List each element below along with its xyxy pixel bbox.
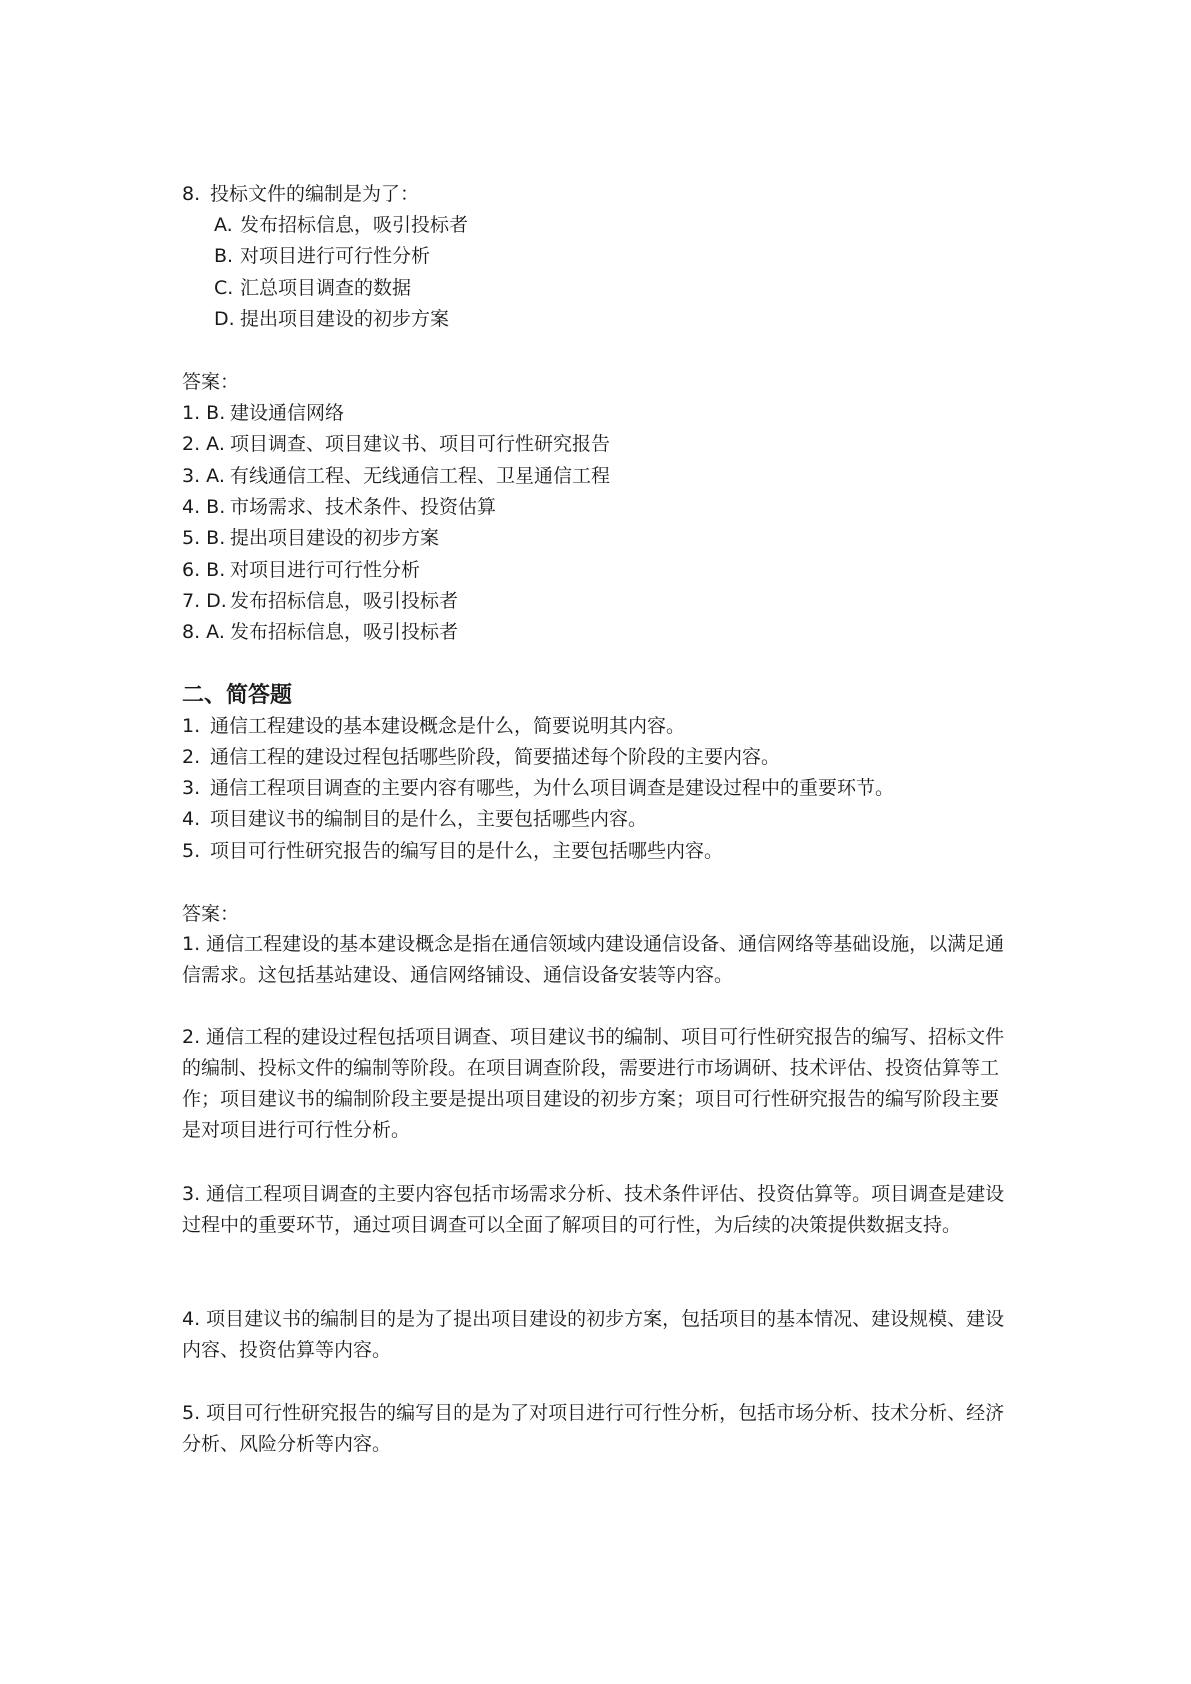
option-text: 对项目进行可行性分析 [240, 245, 431, 267]
question-text: 项目建议书的编制目的是什么，主要包括哪些内容。 [210, 808, 648, 830]
answer-text: 建设通信网络 [230, 402, 345, 424]
question-text: 通信工程的建设过程包括哪些阶段，简要描述每个阶段的主要内容。 [210, 746, 781, 768]
option-text: 汇总项目调查的数据 [240, 277, 412, 299]
answer-text: 提出项目建设的初步方案 [230, 527, 440, 549]
short-question-5 [182, 840, 723, 862]
short-question-3 [182, 777, 894, 799]
option-letter: A. [214, 214, 233, 236]
choice-answer-4 [182, 496, 496, 518]
short-question-1 [182, 715, 685, 737]
short-answer-3: 3. 通信工程项目调查的主要内容包括市场需求分析、技术条件评估、投资估算等。项目调查是建设过程中的重要环节，通过项目调查可以全面了解项目的可行性，为后续的决策提供数据支持。 [182, 1183, 1005, 1236]
choice-answer-3 [182, 465, 610, 487]
short-answers-label: 答案： [182, 903, 240, 925]
option-letter: B. [214, 245, 234, 267]
short-answer-5: 5. 项目可行性研究报告的编写目的是为了对项目进行可行性分析，包括市场分析、技术分析、经济分析、风险分析等内容。 [182, 1402, 1005, 1455]
question-number: 8. [182, 183, 201, 205]
choice-answer-6 [182, 559, 420, 581]
answer-key: 2. A. [182, 433, 225, 455]
question-text: 投标文件的编制是为了： [210, 183, 420, 205]
option-a [214, 214, 468, 236]
answer-text: 市场需求、技术条件、投资估算 [230, 496, 497, 518]
choice-answers-label: 答案： [182, 371, 240, 393]
short-question-4 [182, 808, 647, 830]
section-heading: 二、简答题 [182, 683, 293, 708]
option-text: 发布招标信息，吸引投标者 [240, 214, 469, 236]
short-answer-4: 4. 项目建议书的编制目的是为了提出项目建设的初步方案，包括项目的基本情况、建设规模、建设内容、投资估算等内容。 [182, 1308, 1005, 1361]
choice-answer-1 [182, 402, 344, 424]
question-number: 5. [182, 840, 201, 862]
option-d [214, 308, 449, 330]
answer-key: 1. B. [182, 402, 226, 424]
answer-key: 7. D. [182, 590, 227, 612]
answer-text: 发布招标信息，吸引投标者 [230, 590, 459, 612]
answer-key: 6. B. [182, 559, 226, 581]
question-number: 1. [182, 715, 201, 737]
answer-key: 8. A. [182, 621, 225, 643]
answer-key: 5. B. [182, 527, 226, 549]
option-letter: C. [214, 277, 234, 299]
option-b [214, 245, 430, 267]
question-number: 3. [182, 777, 201, 799]
answer-key: 3. A. [182, 465, 225, 487]
answer-text: 发布招标信息，吸引投标者 [230, 621, 459, 643]
answer-text: 有线通信工程、无线通信工程、卫星通信工程 [230, 465, 611, 487]
answer-text: 对项目进行可行性分析 [230, 559, 421, 581]
question-text: 通信工程建设的基本建设概念是什么，简要说明其内容。 [210, 715, 686, 737]
short-answer-2: 2. 通信工程的建设过程包括项目调查、项目建议书的编制、项目可行性研究报告的编写、招标文件的编制、投标文件的编制等阶段。在项目调查阶段，需要进行市场调研、技术评估、投资估算等工作；项目建议书的编制阶段主要是提出项目建设的初步方案；项目可行性研究报告的编写阶段主要是对项目进行可行性分析。 [182, 1026, 1005, 1141]
question-text: 项目可行性研究报告的编写目的是什么，主要包括哪些内容。 [210, 840, 724, 862]
question-text: 通信工程项目调查的主要内容有哪些，为什么项目调查是建设过程中的重要环节。 [210, 777, 895, 799]
question-number: 2. [182, 746, 201, 768]
option-text: 提出项目建设的初步方案 [240, 308, 450, 330]
choice-answer-5 [182, 527, 439, 549]
answer-text: 项目调查、项目建议书、项目可行性研究报告 [230, 433, 611, 455]
question-8 [182, 183, 419, 205]
short-question-2 [182, 746, 780, 768]
short-answer-1: 1. 通信工程建设的基本建设概念是指在通信领域内建设通信设备、通信网络等基础设施，以满足通信需求。这包括基站建设、通信网络铺设、通信设备安装等内容。 [182, 933, 1005, 986]
answer-key: 4. B. [182, 496, 226, 518]
choice-answer-8 [182, 621, 458, 643]
question-number: 4. [182, 808, 201, 830]
option-c [214, 277, 411, 299]
option-letter: D. [214, 308, 235, 330]
choice-answer-2 [182, 433, 610, 455]
choice-answer-7 [182, 590, 458, 612]
